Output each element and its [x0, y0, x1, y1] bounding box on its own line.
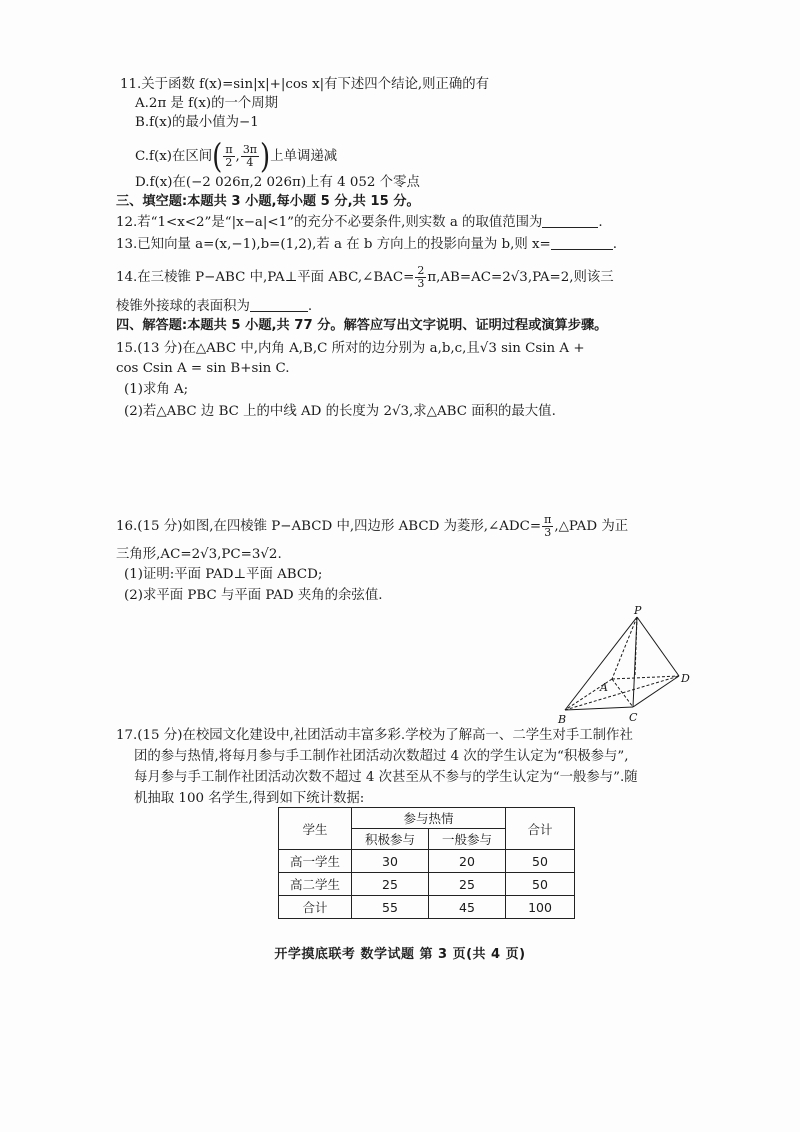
q13-text: 13.已知向量 a=(x,−1),b=(1,2),若 a 在 b 方向上的投影向量为 b,则 x= — [116, 237, 551, 252]
q12-text: 12.若“1<x<2”是“|x−a|<1”的充分不必要条件,则实数 a 的取值范围为 — [116, 215, 543, 230]
table-row — [279, 873, 575, 896]
fraction — [241, 144, 259, 169]
q11-option-c: C.f(x)在区间( $\frac{\pi}{2}$ , $\frac{3\pi}{4}$ )上单调递减 — [135, 137, 338, 176]
numerator: 3π — [242, 143, 258, 156]
header-group: 参与热情 — [352, 808, 506, 829]
q16-post: ,△PAD 为正 — [554, 519, 629, 534]
q14-line2 — [116, 297, 312, 316]
header-total: 合计 — [506, 808, 575, 850]
q13-tail: . — [612, 237, 618, 252]
row-total: 50 — [506, 850, 575, 873]
q14-pre: 14.在三棱锥 P−ABC 中,PA⊥平面 ABC,∠BAC= — [116, 270, 415, 285]
numerator: 2 — [417, 264, 425, 277]
q11-option-a: A.2π 是 f(x)的一个周期 — [135, 96, 279, 111]
q14-tail: . — [307, 299, 313, 314]
q12 — [116, 213, 603, 232]
numerator: π — [544, 513, 552, 526]
header-active: 积极参与 — [352, 829, 429, 850]
q14-line1 — [116, 265, 614, 290]
label-c: C — [629, 711, 638, 724]
q14-post: π,AB=AC=2√3,PA=2,则该三 — [427, 270, 614, 285]
table-row — [279, 850, 575, 873]
fraction — [415, 265, 426, 290]
q15-part2: (2)若△ABC 边 BC 上的中线 AD 的长度为 2√3,求△ABC 面积的最大值. — [124, 404, 556, 419]
edge-pd — [637, 617, 679, 676]
q16-part2: (2)求平面 PBC 与平面 PAD 夹角的余弦值. — [124, 588, 383, 603]
statistics-table — [278, 807, 575, 919]
paren-right: ) — [260, 137, 271, 176]
q16-line1 — [116, 514, 628, 539]
paren-left: ( — [212, 137, 223, 176]
page-footer: 开学摸底联考 数学试题 第 3 页(共 4 页) — [274, 947, 526, 962]
q16-part1: (1)证明:平面 PAD⊥平面 ABCD; — [124, 567, 323, 582]
denominator: 2 — [225, 156, 233, 169]
answer-blank — [542, 213, 598, 228]
row-normal: 20 — [429, 850, 506, 873]
row-total: 50 — [506, 873, 575, 896]
q16-pre: 16.(15 分)如图,在四棱锥 P−ABCD 中,四边形 ABCD 为菱形,∠ADC= — [116, 519, 542, 534]
fraction — [542, 514, 553, 539]
row-total: 100 — [506, 896, 575, 919]
q15-line2: cos Csin A = sin B+sin C. — [116, 361, 290, 376]
row-name: 高一学生 — [279, 850, 352, 873]
label-d: D — [681, 672, 690, 685]
row-normal: 45 — [429, 896, 506, 919]
label-a: A — [600, 681, 608, 694]
row-active: 55 — [352, 896, 429, 919]
q11-stem: 11.关于函数 f(x)=sin|x|+|cos x|有下述四个结论,则正确的有 — [120, 77, 490, 92]
answer-blank — [551, 235, 613, 250]
denominator: 3 — [544, 526, 552, 539]
fraction — [223, 144, 234, 169]
header-student: 学生 — [279, 808, 352, 850]
edge-cd — [633, 676, 679, 707]
edge-ac — [612, 679, 633, 707]
section-4-heading: 四、解答题:本题共 5 小题,共 77 分。解答应写出文字说明、证明过程或演算步骤。 — [116, 318, 608, 333]
q11-option-c-pre: C.f(x)在区间 — [135, 149, 213, 164]
row-active: 25 — [352, 873, 429, 896]
numerator: π — [225, 143, 233, 156]
row-normal: 25 — [429, 873, 506, 896]
q15-line1: 15.(13 分)在△ABC 中,内角 A,B,C 所对的边分别为 a,b,c,且√3 sin Csin A + — [116, 341, 585, 356]
q17-line3: 每月参与手工制作社团活动次数不超过 4 次甚至从不参与的学生认定为“一般参与”.随 — [134, 770, 638, 785]
denominator: 4 — [246, 156, 254, 169]
q15-part1: (1)求角 A; — [124, 382, 189, 397]
q11-option-b: B.f(x)的最小值为−1 — [135, 115, 259, 130]
q11-option-d: D.f(x)在(−2 026π,2 026π)上有 4 052 个零点 — [135, 175, 420, 190]
row-name: 高二学生 — [279, 873, 352, 896]
label-p: P — [634, 604, 642, 617]
q17-line4: 机抽取 100 名学生,得到如下统计数据: — [134, 791, 365, 806]
q13 — [116, 235, 617, 254]
edge-pa — [612, 617, 637, 679]
q17-line2: 团的参与热情,将每月参与手工制作社团活动次数超过 4 次的学生认定为“积极参与”, — [134, 749, 629, 764]
edge-pb — [565, 617, 637, 710]
header-normal: 一般参与 — [429, 829, 506, 850]
q16-line2: 三角形,AC=2√3,PC=3√2. — [116, 547, 282, 562]
q17-line1: 17.(15 分)在校园文化建设中,社团活动丰富多彩.学校为了解高一、二学生对手工制作社 — [116, 728, 633, 743]
answer-blank — [250, 297, 308, 312]
label-b: B — [558, 713, 567, 725]
denominator: 3 — [417, 277, 425, 290]
table-row — [279, 896, 575, 919]
q11-option-c-post: 上单调递减 — [270, 149, 338, 164]
row-active: 30 — [352, 850, 429, 873]
section-3-heading: 三、填空题:本题共 3 小题,每小题 5 分,共 15 分。 — [116, 194, 420, 209]
q12-tail: . — [598, 215, 603, 230]
row-name: 合计 — [279, 896, 352, 919]
edge-ad — [612, 676, 679, 679]
q14-line2-text: 棱锥外接球的表面积为 — [116, 299, 250, 314]
pyramid-figure — [555, 603, 705, 725]
